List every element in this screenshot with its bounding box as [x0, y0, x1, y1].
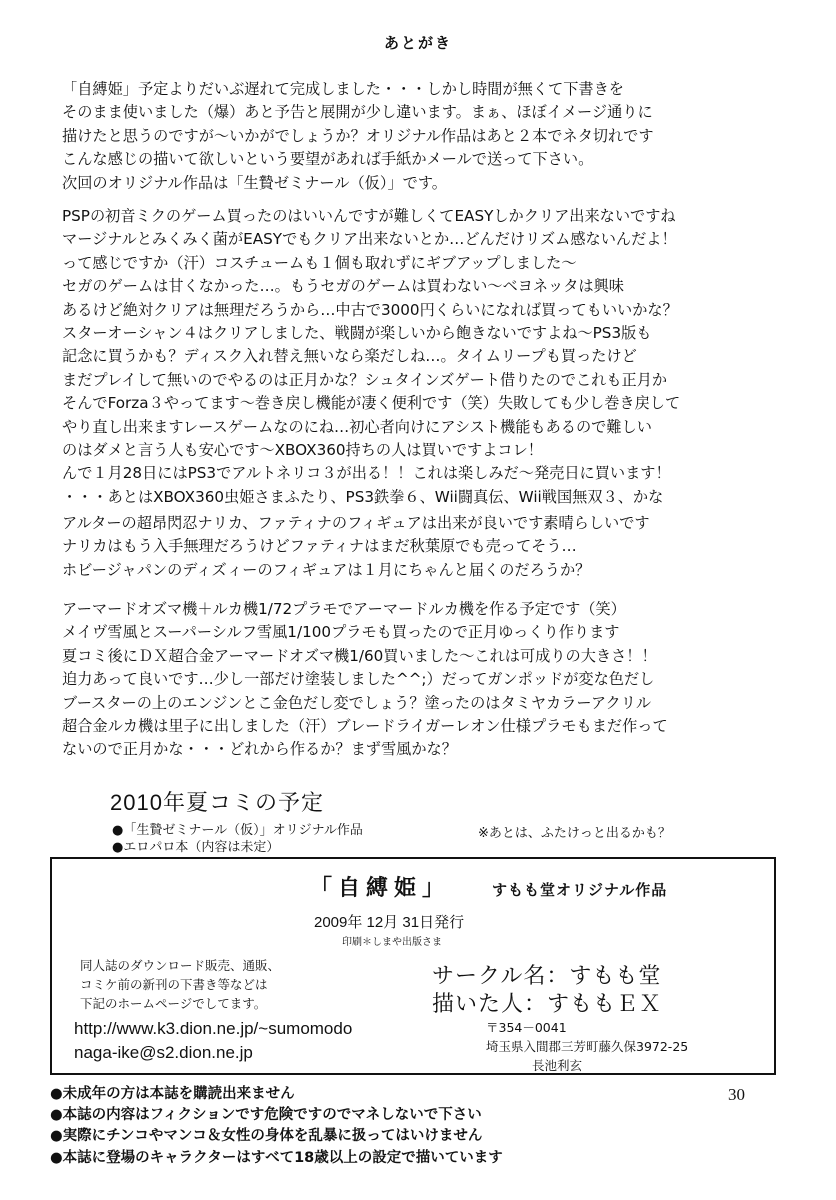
website-url: http://www.k3.dion.ne.jp/~sumomodo [74, 1019, 353, 1038]
text-line: マージナルとみくみく菌がEASYでもクリア出来ないとか…どんだけリズム感ないんだよ！ [62, 230, 677, 249]
distribution-notice [80, 956, 280, 1013]
notice-line: 同人誌のダウンロード販売、通販、 [80, 958, 281, 973]
text-line: のはダメと言う人も安心です～XBOX360持ちの人は買いですよコレ！ [62, 441, 543, 460]
afterword-paragraph-4 [62, 598, 782, 762]
mailing-address: 埼玉県入間郡三芳町藤久保3972-25 [486, 1039, 689, 1054]
email-address: naga-ike@s2.dion.ne.jp [74, 1043, 253, 1062]
text-line: あるけど絶対クリアは無理だろうから…中古で3000円くらいになれば買ってもいいかな？ [62, 300, 678, 319]
warning-item: ●実際にチンコやマンコ＆女性の身体を乱暴に扱ってはいけません [50, 1128, 483, 1145]
warnings-list [50, 1084, 503, 1169]
postal-code: 〒354－0041 [486, 1020, 567, 1035]
summer-plan-note: ※あとは、ふたけっと出るかも？ [478, 826, 671, 841]
text-line: そんでForza３やってます～巻き戻し機能が凄く便利です（笑）失敗しても少し巻き戻して [62, 394, 681, 413]
text-line: 「自縛姫」予定よりだいぶ遅れて完成しました・・・しかし時間が無くて下書きを [62, 80, 624, 98]
text-line: ・・・あとはXBOX360虫姫さまふたり、PS3鉄拳６、Wii闘真伝、Wii戦国無双３、かな [62, 487, 664, 506]
text-line: 超合金ルカ機は里子に出しました（汗）ブレードライガーレオン仕様プラモもまだ作って [62, 717, 668, 736]
text-line: 夏コミ後にＤＸ超合金アーマードオズマ機1/60買いました～これは可成りの大きさ！！ [62, 646, 657, 665]
afterword-paragraph-1 [62, 78, 782, 195]
colophon-box [50, 857, 776, 1075]
text-line: ブースターの上のエンジンとこ金色だし変でしょう？塗ったのはタミヤカラーアクリル [62, 693, 652, 712]
afterword-title: あとがき [383, 34, 452, 52]
text-line: まだプレイして無いのでやるのは正月かな？シュタインズゲート借りたのでこれも正月か [62, 370, 668, 389]
contact-name: 長池利玄 [532, 1058, 583, 1073]
text-line: 迫力あって良いです…少し一部だけ塗装しました^^;）だってガンポッドが変な色だし [62, 670, 655, 689]
colophon-title: 「自縛姫」 [310, 875, 451, 901]
summer-plan-item: ●エロパロ本（内容は未定） [112, 840, 280, 855]
text-line: 次回のオリジナル作品は「生贄ゼミナール（仮）」です。 [62, 173, 447, 192]
circle-name: サークル名：すもも堂 [432, 964, 662, 989]
text-line: アーマードオズマ機＋ルカ機1/72プラモでアーマードルカ機を作る予定です（笑） [62, 600, 626, 618]
text-line: って感じですか（汗）コスチュームも１個も取れずにギブアップしました～ [62, 253, 577, 272]
text-line: こんな感じの描いて欲しいという要望があれば手紙かメールで送って下さい。 [62, 150, 594, 169]
summer-plan-title: 2010年夏コミの予定 [110, 790, 324, 815]
text-line: セガのゲームは甘くなかった…。もうセガのゲームは買わない～ベヨネッタは興味 [62, 277, 624, 296]
notice-line: コミケ前の新刊の下書き等などは [80, 977, 268, 992]
colophon-subtitle: すもも堂オリジナル作品 [492, 881, 668, 899]
warning-item: ●本誌の内容はフィクションです危険ですのでマネしないで下さい [50, 1107, 482, 1124]
text-line: やり直し出来ますレースゲームなのにね…初心者向けにアシスト機能もあるので難しい [62, 417, 652, 436]
summer-plan-list [112, 822, 363, 856]
text-line: ないので正月かな・・・どれから作るか？まず雪風かな？ [62, 740, 457, 759]
text-line: ホビージャパンのディズィーのフィギュアは１月にちゃんと届くのだろうか？ [62, 560, 591, 579]
text-line: そのまま使いました（爆）あと予告と展開が少し違います。まぁ、ほぼイメージ通りに [62, 103, 653, 122]
text-line: んで１月28日にはPS3でアルトネリコ３が出る！！これは楽しみだ～発売日に買います！ [62, 464, 671, 483]
warning-item: ●本誌に登場のキャラクターはすべて18歳以上の設定で描いています [50, 1149, 503, 1166]
text-line: スターオーシャン４はクリアしました、戦闘が楽しいから飽きないですよね～PS3版も [62, 324, 652, 343]
notice-line: 下記のホームページでしてます。 [80, 996, 267, 1011]
printer-credit: 印刷＊しまや出版さま [342, 937, 442, 948]
text-line: メイヴ雪風とスーパーシルフ雪風1/100プラモも買ったので正月ゆっくり作ります [62, 623, 620, 642]
afterword-paragraph-3 [62, 512, 782, 582]
author-name: 描いた人：すももＥＸ [432, 992, 663, 1017]
text-line: 描けたと思うのですが～いかがでしょうか？オリジナル作品はあと２本でネタ切れです [62, 126, 654, 145]
text-line: 記念に買うかも？ディスク入れ替え無いなら楽だしね…。タイムリープも買ったけど [62, 347, 637, 366]
warning-item: ●未成年の方は本誌を購読出来ません [50, 1086, 295, 1102]
summer-plan-item: ●「生贄ゼミナール（仮）」オリジナル作品 [112, 823, 363, 838]
publication-date: 2009年 12月 31日発行 [314, 914, 465, 931]
page-number: 30 [728, 1085, 745, 1104]
text-line: アルターの超昂閃忍ナリカ、ファティナのフィギュアは出来が良いです素晴らしいです [62, 514, 650, 532]
afterword-paragraph-2 [62, 205, 782, 509]
text-line: ナリカはもう入手無理だろうけどファティナはまだ秋葉原でも売ってそう… [62, 537, 577, 556]
text-line: PSPの初音ミクのゲーム買ったのはいいんですが難しくてEASYしかクリア出来ないですね [62, 207, 676, 225]
